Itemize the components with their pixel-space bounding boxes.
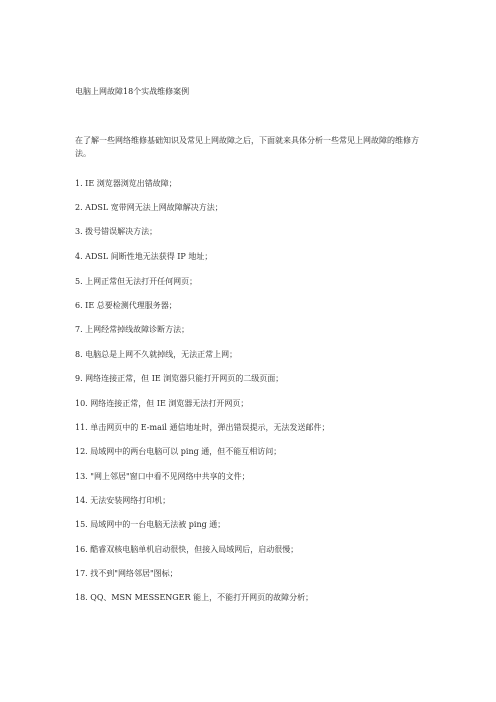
list-item: 11. 单击网页中的 E-mail 通信地址时，弹出错误提示，无法发送邮件；	[75, 423, 330, 432]
list-item: 8. 电脑总是上网不久就掉线，无法正常上网；	[75, 350, 238, 359]
list-item: 15. 局域网中的一台电脑无法被 ping 通；	[75, 520, 226, 529]
list-item: 3. 拨号错误解决方法；	[75, 227, 158, 236]
list-item: 18. QQ、MSN MESSENGER 能上，不能打开网页的故障分析；	[75, 593, 314, 602]
list-item: 17. 找不到"网络邻居"图标；	[75, 569, 178, 578]
list-item: 6. IE 总要检测代理服务器；	[75, 301, 177, 310]
intro-paragraph: 在了解一些网络维修基础知识及常见上网故障之后，下面就来具体分析一些常见上网故障的维修方法。	[75, 136, 419, 158]
list-item: 14. 无法安装网络打印机；	[75, 496, 171, 505]
list-item: 13. "网上邻居"窗口中看不见网络中共享的文件；	[75, 472, 250, 481]
list-item: 4. ADSL 间断性地无法获得 IP 地址；	[75, 252, 213, 261]
list-item: 16. 酷睿双核电脑单机启动很快，但接入局域网后，启动很慢；	[75, 545, 299, 554]
list-item: 10. 网络连接正常，但 IE 浏览器无法打开网页；	[75, 399, 249, 408]
list-item: 12. 局域网中的两台电脑可以 ping 通，但不能互相访问；	[75, 447, 282, 456]
document-title: 电脑上网故障18个实战维修案例	[75, 87, 190, 96]
list-item: 9. 网络连接正常，但 IE 浏览器只能打开网页的二级页面；	[75, 374, 284, 383]
list-item: 1. IE 浏览器浏览出错故障；	[75, 179, 177, 188]
list-item: 7. 上网经常掉线故障诊断方法；	[75, 325, 190, 334]
list-item: 2. ADSL 宽带网无法上网故障解决方法；	[75, 203, 223, 212]
list-item: 5. 上网正常但无法打开任何网页；	[75, 277, 198, 286]
